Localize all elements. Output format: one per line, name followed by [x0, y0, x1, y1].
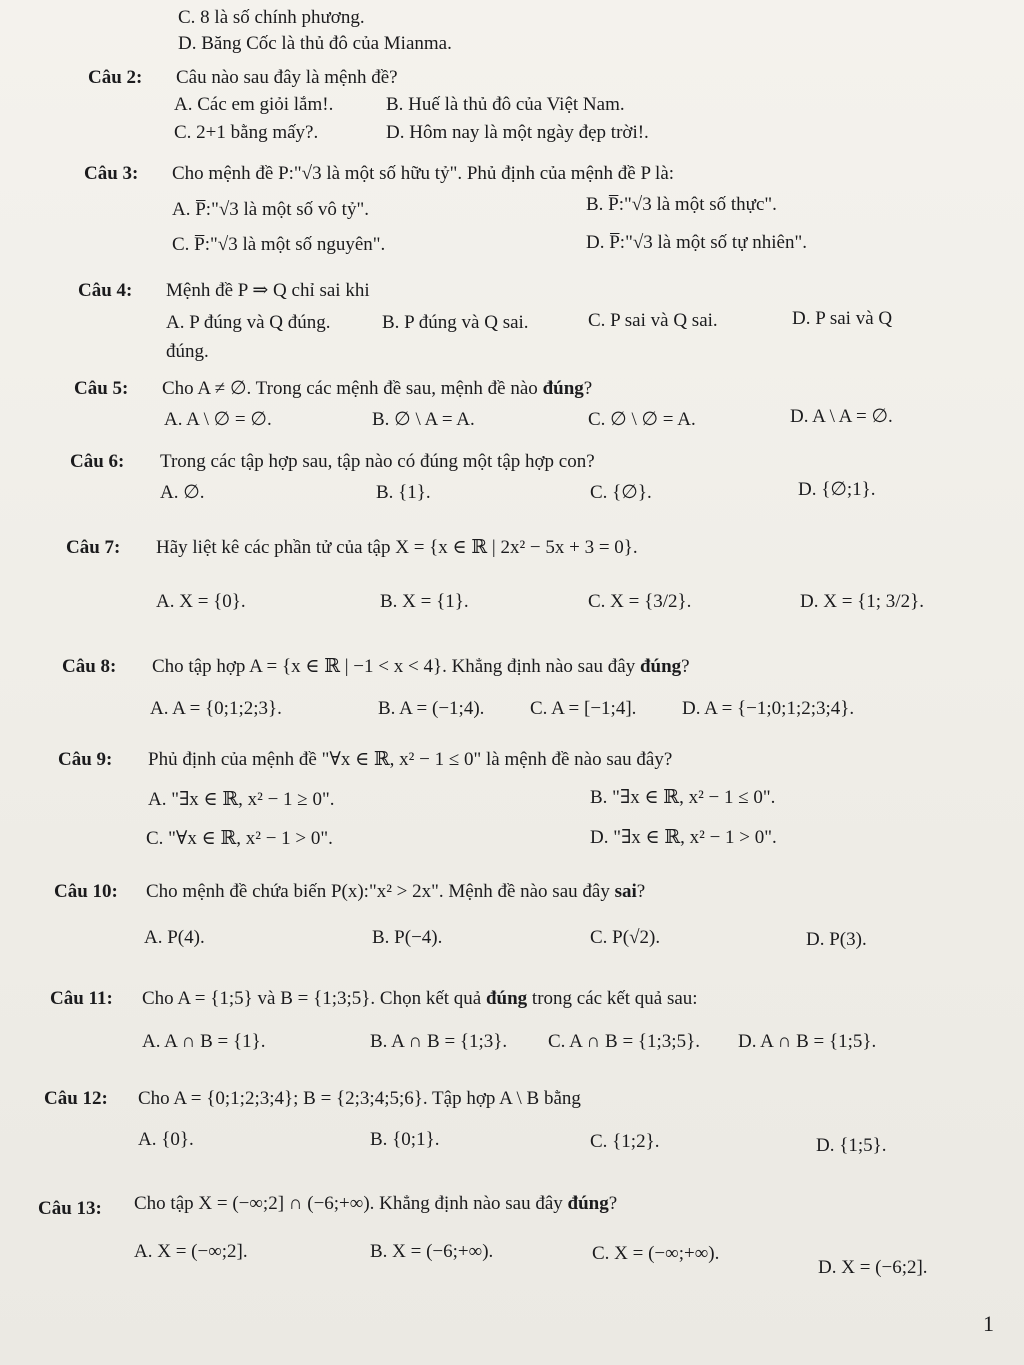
question-4-text: Mệnh đề P ⇒ Q chỉ sai khi — [166, 280, 370, 301]
question-2-number: Câu 2: — [88, 67, 143, 88]
question-13-option-d: D. X = (−6;2]. — [818, 1257, 928, 1278]
question-6-text: Trong các tập hợp sau, tập nào có đúng một tập hợp con? — [160, 451, 595, 472]
question-10-option-c: C. P(√2). — [590, 927, 661, 948]
prev-option-d: D. Băng Cốc là thủ đô của Mianma. — [178, 33, 452, 54]
question-11-option-c: C. A ∩ B = {1;3;5}. — [548, 1031, 700, 1052]
question-8-option-d: D. A = {−1;0;1;2;3;4}. — [682, 698, 855, 719]
question-2-option-b: B. Huế là thủ đô của Việt Nam. — [386, 94, 625, 115]
question-3-option-b: B. P̅:"√3 là một số thực". — [586, 194, 777, 215]
question-7-text: Hãy liệt kê các phần tử của tập X = {x ∈ ℝ | 2x² − 5x + 3 = 0}. — [156, 537, 638, 558]
question-5-option-d: D. A \ A = ∅. — [790, 406, 893, 427]
question-11-option-b: B. A ∩ B = {1;3}. — [370, 1031, 508, 1052]
question-2-option-a: A. Các em giỏi lắm!. — [174, 94, 334, 115]
question-8-option-c: C. A = [−1;4]. — [530, 698, 637, 719]
question-2-option-c: C. 2+1 bằng mấy?. — [174, 122, 319, 143]
question-9-option-b: B. "∃x ∈ ℝ, x² − 1 ≤ 0". — [590, 787, 776, 808]
question-4-option-c: C. P sai và Q sai. — [588, 310, 718, 331]
question-6-option-b: B. {1}. — [376, 482, 431, 503]
question-4-option-d: D. P sai và Q — [792, 308, 893, 329]
question-7-option-b: B. X = {1}. — [380, 591, 469, 612]
question-4-number: Câu 4: — [78, 280, 133, 301]
question-13-option-c: C. X = (−∞;+∞). — [592, 1243, 720, 1264]
question-7-option-d: D. X = {1; 3/2}. — [800, 591, 924, 612]
question-3-option-c: C. P̅:"√3 là một số nguyên". — [172, 234, 386, 255]
question-13-number: Câu 13: — [38, 1198, 102, 1219]
question-11-option-d: D. A ∩ B = {1;5}. — [738, 1031, 877, 1052]
question-3-number: Câu 3: — [84, 163, 139, 184]
question-3-text: Cho mệnh đề P:"√3 là một số hữu tỷ". Phủ định của mệnh đề P là: — [172, 163, 675, 184]
question-6-option-c: C. {∅}. — [590, 482, 652, 503]
question-9-text: Phủ định của mệnh đề "∀x ∈ ℝ, x² − 1 ≤ 0" là mệnh đề nào sau đây? — [148, 749, 673, 770]
question-13-option-b: B. X = (−6;+∞). — [370, 1241, 494, 1262]
question-10-text: Cho mệnh đề chứa biến P(x):"x² > 2x". Mệnh đề nào sau đây sai? — [146, 881, 646, 902]
question-3-option-d: D. P̅:"√3 là một số tự nhiên". — [586, 232, 807, 253]
question-7-number: Câu 7: — [66, 537, 121, 558]
question-5-option-a: A. A \ ∅ = ∅. — [164, 409, 272, 430]
question-10-option-a: A. P(4). — [144, 927, 205, 948]
question-8-text: Cho tập hợp A = {x ∈ ℝ | −1 < x < 4}. Khẳng định nào sau đây đúng? — [152, 656, 690, 677]
question-6-option-d: D. {∅;1}. — [798, 479, 876, 500]
question-10-number: Câu 10: — [54, 881, 118, 902]
question-9-option-d: D. "∃x ∈ ℝ, x² − 1 > 0". — [590, 827, 777, 848]
question-6-number: Câu 6: — [70, 451, 125, 472]
question-9-option-a: A. "∃x ∈ ℝ, x² − 1 ≥ 0". — [148, 789, 335, 810]
prev-option-c: C. 8 là số chính phương. — [178, 7, 365, 28]
question-5-number: Câu 5: — [74, 378, 129, 399]
question-10-option-d: D. P(3). — [806, 929, 867, 950]
question-11-text: Cho A = {1;5} và B = {1;3;5}. Chọn kết quả đúng trong các kết quả sau: — [142, 988, 698, 1009]
question-5-option-b: B. ∅ \ A = A. — [372, 409, 475, 430]
question-9-number: Câu 9: — [58, 749, 113, 770]
question-13-option-a: A. X = (−∞;2]. — [134, 1241, 248, 1262]
question-12-option-a: A. {0}. — [138, 1129, 194, 1150]
question-9-option-c: C. "∀x ∈ ℝ, x² − 1 > 0". — [146, 828, 333, 849]
question-5-option-c: C. ∅ \ ∅ = A. — [588, 409, 696, 430]
question-11-option-a: A. A ∩ B = {1}. — [142, 1031, 266, 1052]
question-4-option-d-continued: đúng. — [166, 341, 209, 362]
question-2-text: Câu nào sau đây là mệnh đề? — [176, 67, 398, 88]
question-6-option-a: A. ∅. — [160, 482, 205, 503]
question-4-option-a: A. P đúng và Q đúng. — [166, 312, 331, 333]
question-4-option-b: B. P đúng và Q sai. — [382, 312, 529, 333]
question-7-option-a: A. X = {0}. — [156, 591, 246, 612]
question-3-option-a: A. P̅:"√3 là một số vô tỷ". — [172, 199, 369, 220]
question-8-option-b: B. A = (−1;4). — [378, 698, 485, 719]
question-11-number: Câu 11: — [50, 988, 113, 1009]
question-13-text: Cho tập X = (−∞;2] ∩ (−6;+∞). Khẳng định nào sau đây đúng? — [134, 1193, 618, 1214]
question-10-option-b: B. P(−4). — [372, 927, 443, 948]
question-5-text: Cho A ≠ ∅. Trong các mệnh đề sau, mệnh đề nào đúng? — [162, 378, 593, 399]
question-2-option-d: D. Hôm nay là một ngày đẹp trời!. — [386, 122, 649, 143]
question-12-option-b: B. {0;1}. — [370, 1129, 440, 1150]
question-12-option-d: D. {1;5}. — [816, 1135, 887, 1156]
question-12-option-c: C. {1;2}. — [590, 1131, 660, 1152]
question-8-number: Câu 8: — [62, 656, 117, 677]
question-8-option-a: A. A = {0;1;2;3}. — [150, 698, 282, 719]
question-12-number: Câu 12: — [44, 1088, 108, 1109]
page-number: 1 — [983, 1311, 994, 1336]
question-7-option-c: C. X = {3/2}. — [588, 591, 692, 612]
question-12-text: Cho A = {0;1;2;3;4}; B = {2;3;4;5;6}. Tập hợp A \ B bằng — [138, 1088, 581, 1109]
